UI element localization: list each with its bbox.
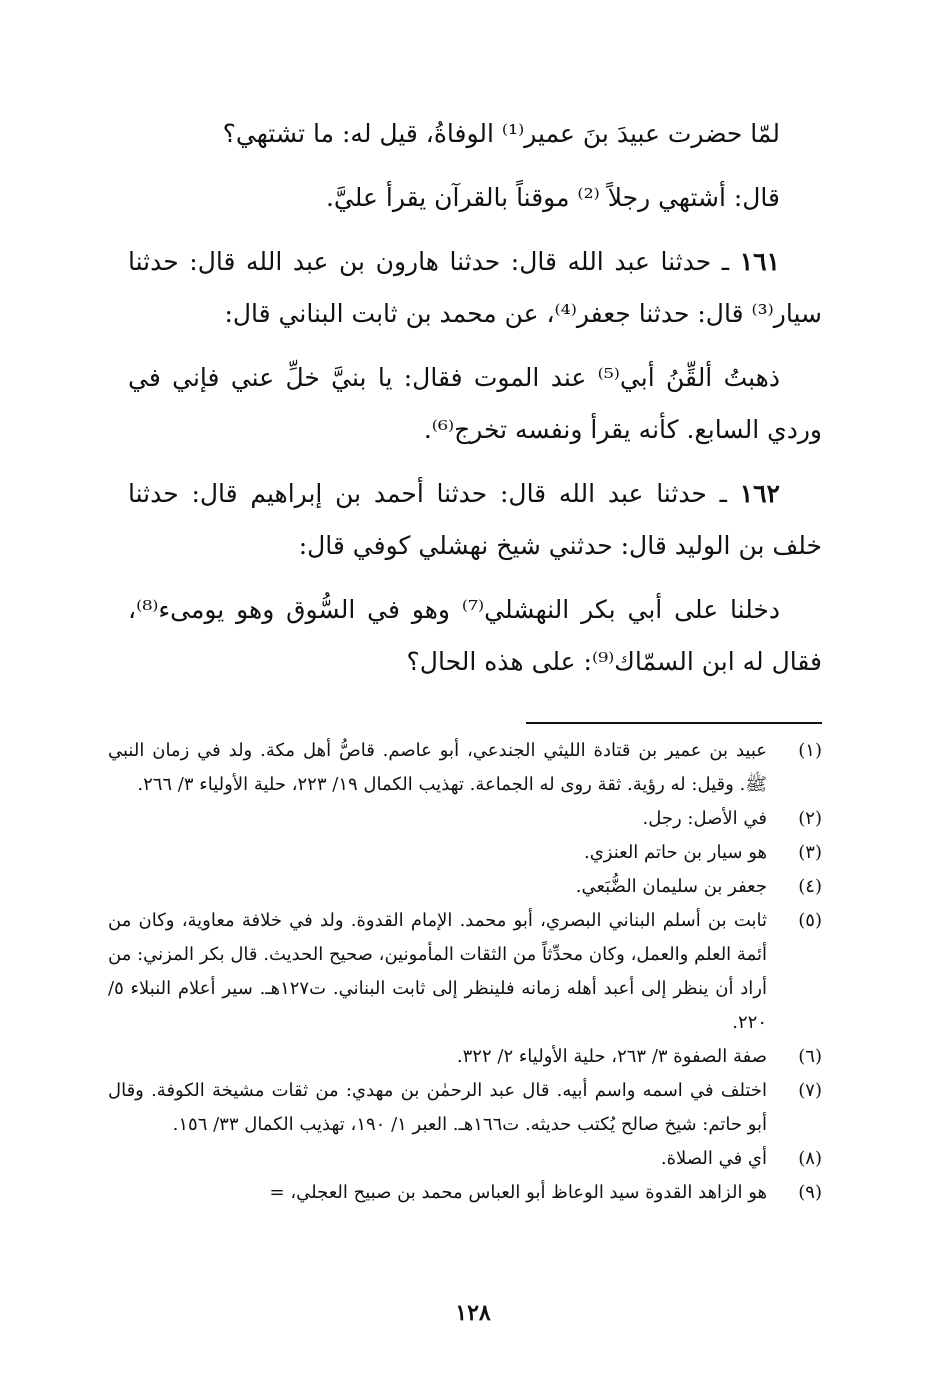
footnote-text: هو سيار بن حاتم العنزي. bbox=[583, 842, 767, 863]
footnote-number: (٩) bbox=[798, 1182, 822, 1203]
footnote-number: (٦) bbox=[798, 1046, 822, 1067]
footnote-text: أي في الصلاة. bbox=[660, 1148, 767, 1169]
footnote bbox=[108, 1074, 822, 1142]
paragraph-161 bbox=[128, 236, 822, 340]
paragraph-4: ذهبتُ ألقِّنُ أبي⁽⁵⁾ عند الموت فقال: يا بنيَّ خلِّ عني فإني في وردي السابع. كأنه يقرأ ونفسه تخرج⁽⁶⁾. bbox=[128, 363, 822, 444]
footnote-text: عبيد بن عمير بن قتادة الليثي الجندعي، أبو عاصم. قاصُّ أهل مكة. ولد في زمان النبي ﷺ. وقيل: له رؤية. ثقة روى له الجماعة. تهذيب الكمال ١٩/ ٢٢٣، حلية الأولياء ٣/ ٢٦٦. bbox=[108, 740, 767, 795]
paragraph-161-text: ـ حدثنا عبد الله قال: حدثنا هارون بن عبد الله قال: حدثنا سيار⁽³⁾ قال: حدثنا جعفر⁽⁴⁾، عن محمد بن ثابت البناني قال: bbox=[128, 247, 822, 328]
footnote-number: (١) bbox=[798, 740, 822, 761]
footnote-text: في الأصل: رجل. bbox=[642, 808, 767, 829]
footnote bbox=[108, 734, 822, 802]
footnote-text: جعفر بن سليمان الضُّبَعي. bbox=[575, 876, 767, 897]
footnote bbox=[108, 1040, 822, 1074]
footnote-text: صفة الصفوة ٣/ ٢٦٣، حلية الأولياء ٢/ ٣٢٢. bbox=[456, 1046, 767, 1067]
item-number-162: ١٦٢ bbox=[739, 479, 780, 508]
paragraph-1: لمّا حضرت عبيدَ بنَ عمير⁽¹⁾ الوفاةُ، قيل له: ما تشتهي؟ bbox=[222, 119, 780, 148]
footnote-text: هو الزاهد القدوة سيد الوعاظ أبو العباس محمد بن صبيح العجلي، = bbox=[269, 1182, 767, 1203]
footnote-separator bbox=[526, 722, 822, 724]
footnote bbox=[108, 802, 822, 836]
footnote-number: (٨) bbox=[798, 1148, 822, 1169]
footnote bbox=[108, 1176, 822, 1210]
paragraph-6: دخلنا على أبي بكر النهشلي⁽⁷⁾ وهو في السُّوق وهو يومىء⁽⁸⁾، فقال له ابن السمّاك⁽⁹⁾: على هذه الحال؟ bbox=[128, 595, 822, 676]
footnote bbox=[108, 904, 822, 1040]
page-number: ١٢٨ bbox=[455, 1300, 491, 1326]
item-number-161: ١٦١ bbox=[739, 247, 780, 276]
footnote-number: (٤) bbox=[798, 876, 822, 897]
footnote bbox=[108, 870, 822, 904]
footnote-text: ثابت بن أسلم البناني البصري، أبو محمد. الإمام القدوة. ولد في خلافة معاوية، وكان من أئمة العلم والعمل، وكان محدِّثاً من الثقات المأمونين، صحيح الحديث. قال بكر المزني: من أراد أن ينظر إلى أعبد أهله زمانه فلينظر إلى ثابت البناني. ت١٢٧هـ. سير أعلام النبلاء ٥/ ٢٢٠. bbox=[108, 910, 767, 1033]
footnotes bbox=[108, 734, 822, 1210]
footnote-number: (٣) bbox=[798, 842, 822, 863]
footnote-number: (٥) bbox=[798, 910, 822, 931]
paragraph-2: قال: أشتهي رجلاً ⁽²⁾ موقناً بالقرآن يقرأ عليَّ. bbox=[325, 183, 780, 212]
footnote-number: (٢) bbox=[798, 808, 822, 829]
paragraph-162-text: ـ حدثنا عبد الله قال: حدثنا أحمد بن إبراهيم قال: حدثنا خلف بن الوليد قال: حدثني شيخ نهشلي كوفي قال: bbox=[128, 479, 822, 560]
paragraph-162 bbox=[128, 468, 822, 572]
footnote-text: اختلف في اسمه واسم أبيه. قال عبد الرحمٰن بن مهدي: من ثقات مشيخة الكوفة. وقال أبو حاتم: شيخ صالح يُكتب حديثه. ت١٦٦هـ. العبر ١/ ١٩٠، تهذيب الكمال ٣٣/ ١٥٦. bbox=[108, 1080, 767, 1135]
main-text bbox=[128, 108, 822, 700]
footnote bbox=[108, 836, 822, 870]
footnote bbox=[108, 1142, 822, 1176]
footnote-number: (٧) bbox=[798, 1080, 822, 1101]
